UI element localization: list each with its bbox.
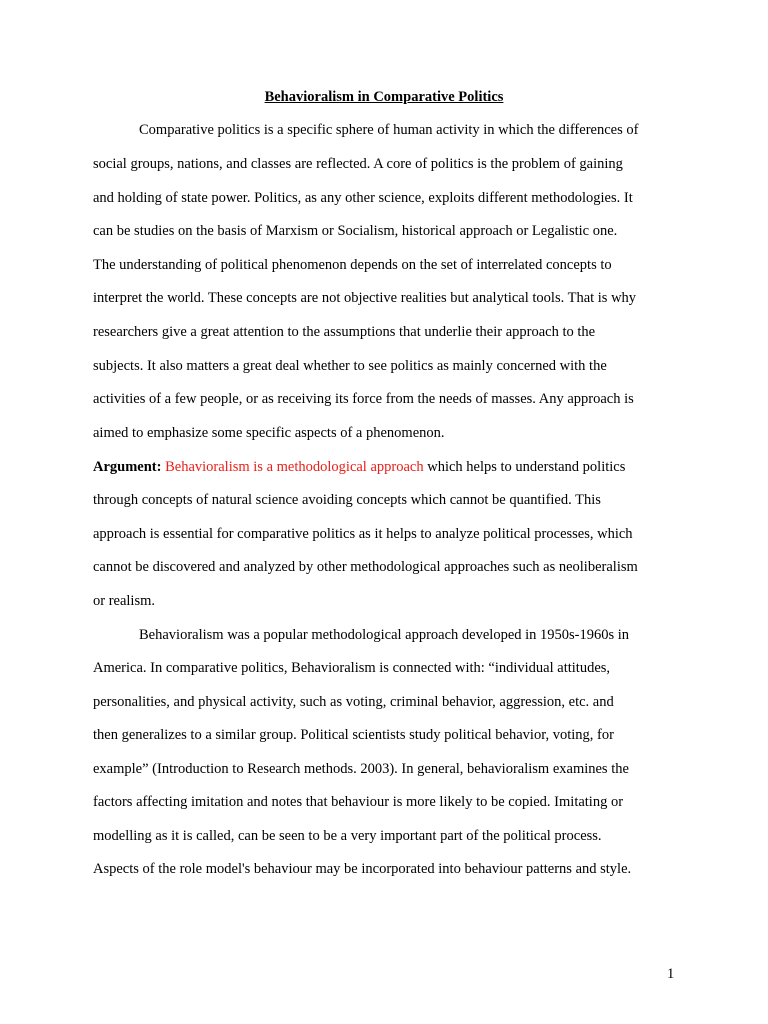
paragraph-1-line: interpret the world. These concepts are not objective realities but analytical tools. That is why	[93, 290, 637, 306]
document-title: Behavioralism in Comparative Politics	[264, 89, 504, 105]
paragraph-1-line: and holding of state power. Politics, as any other science, exploits different methodologies. It	[93, 190, 633, 206]
page-number: 1	[667, 966, 675, 982]
argument-label: Argument:	[93, 459, 162, 475]
paragraph-3-line: example” (Introduction to Research methods. 2003). In general, behavioralism examines the	[93, 761, 629, 777]
paragraph-1-line: social groups, nations, and classes are reflected. A core of politics is the problem of gaining	[93, 156, 623, 172]
paragraph-1-line: aimed to emphasize some specific aspects of a phenomenon.	[93, 425, 445, 441]
argument-line: or realism.	[93, 593, 156, 609]
paragraph-3-line: Behavioralism was a popular methodological approach developed in 1950s-1960s in	[139, 627, 630, 643]
paragraph-1-line: can be studies on the basis of Marxism or Socialism, historical approach or Legalistic one.	[93, 223, 618, 239]
paragraph-1-line: Comparative politics is a specific sphere of human activity in which the differences of	[139, 122, 639, 138]
argument-line: through concepts of natural science avoiding concepts which cannot be quantified. This	[93, 492, 601, 508]
paragraph-1-line: The understanding of political phenomenon depends on the set of interrelated concepts to	[93, 257, 612, 273]
paragraph-1-line: researchers give a great attention to the assumptions that underlie their approach to the	[93, 324, 596, 340]
paragraph-3-line: Aspects of the role model's behaviour may be incorporated into behaviour patterns and style.	[93, 861, 632, 877]
paragraph-1-line: subjects. It also matters a great deal whether to see politics as mainly concerned with the	[93, 358, 607, 374]
paragraph-3-line: personalities, and physical activity, such as voting, criminal behavior, aggression, etc. and	[93, 694, 614, 710]
argument-line: approach is essential for comparative politics as it helps to analyze political processes, which	[93, 526, 633, 542]
paragraph-3-line: factors affecting imitation and notes that behaviour is more likely to be copied. Imitating or	[93, 794, 624, 810]
paragraph-3-line: modelling as it is called, can be seen to be a very important part of the political process.	[93, 828, 602, 844]
paragraph-1-line: activities of a few people, or as receiving its force from the needs of masses. Any approach is	[93, 391, 634, 407]
argument-first-line-rest: which helps to understand politics	[427, 459, 626, 475]
paragraph-3-line: then generalizes to a similar group. Political scientists study political behavior, voting, for	[93, 727, 614, 743]
argument-line: cannot be discovered and analyzed by other methodological approaches such as neoliberalism	[93, 559, 638, 575]
argument-highlight: Behavioralism is a methodological approach	[165, 459, 424, 475]
argument-first-line	[93, 458, 625, 476]
paragraph-3-line: America. In comparative politics, Behavioralism is connected with: “individual attitudes,	[93, 660, 611, 676]
